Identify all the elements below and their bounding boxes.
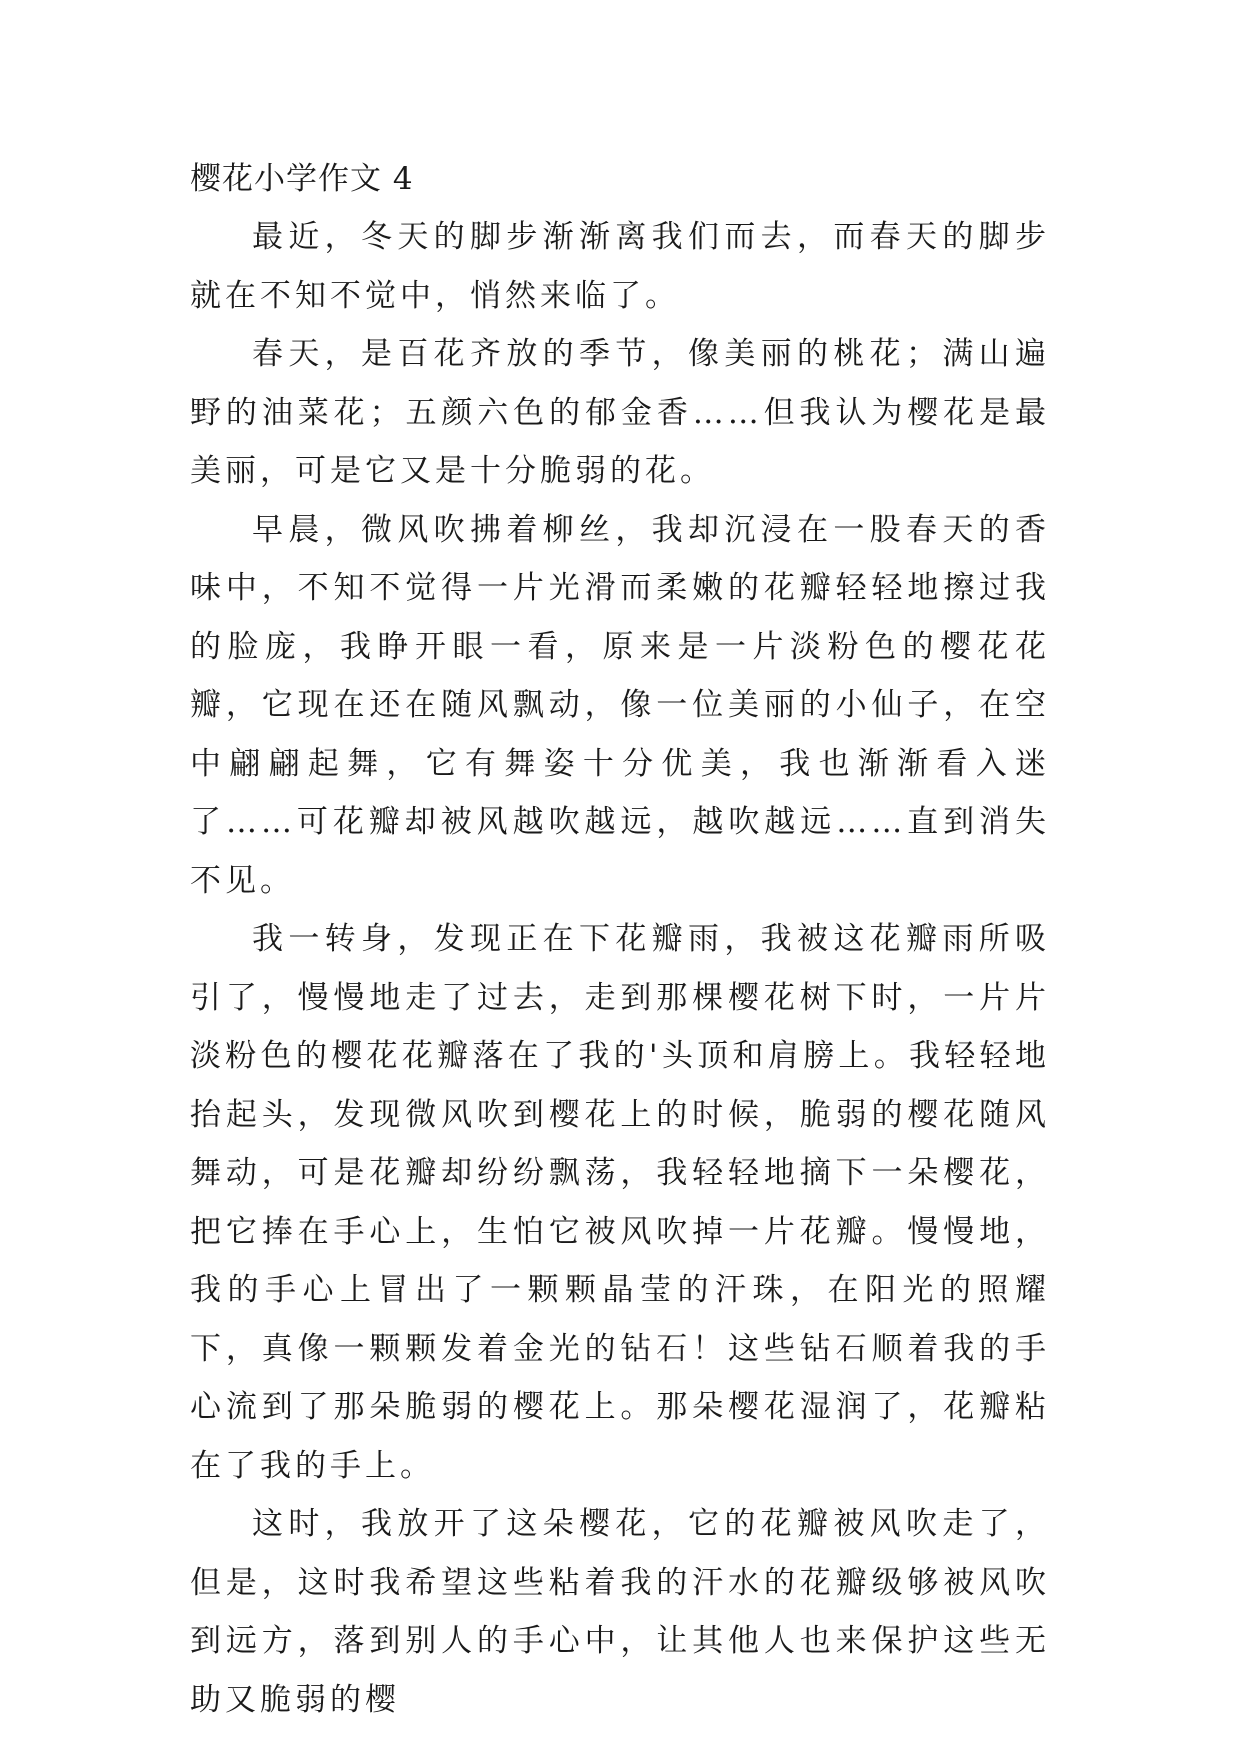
document-title: 樱花小学作文 4 bbox=[190, 161, 414, 197]
paragraph-4: 我一转身，发现正在下花瓣雨，我被这花瓣雨所吸引了，慢慢地走了过去，走到那棵樱花树下时，一片片淡粉色的樱花花瓣落在了我的'头顶和肩膀上。我轻轻地抬起头，发现微风吹到樱花上的时候，脆弱的樱花随风舞动，可是花瓣却纷纷飘荡，我轻轻地摘下一朵樱花，把它捧在手心上，生怕它被风吹掉一片花瓣。慢慢地，我的手心上冒出了一颗颗晶莹的汗珠，在阳光的照耀下，真像一颗颗发着金光的钻石！这些钻石顺着我的手心流到了那朵脆弱的樱花上。那朵樱花湿润了，花瓣粘在了我的手上。 bbox=[190, 921, 1050, 1484]
paragraph-5: 这时，我放开了这朵樱花，它的花瓣被风吹走了，但是，这时我希望这些粘着我的汗水的花瓣级够被风吹到远方，落到别人的手心中，让其他人也来保护这些无助又脆弱的樱 bbox=[190, 1506, 1050, 1718]
paragraph-1: 最近，冬天的脚步渐渐离我们而去，而春天的脚步就在不知不觉中，悄然来临了。 bbox=[190, 219, 1050, 314]
paragraph-3: 早晨，微风吹拂着柳丝，我却沉浸在一股春天的香味中，不知不觉得一片光滑而柔嫩的花瓣轻轻地擦过我的脸庞，我睁开眼一看，原来是一片淡粉色的樱花花瓣，它现在还在随风飘动，像一位美丽的小仙子，在空中翩翩起舞，它有舞姿十分优美，我也渐渐看入迷了……可花瓣却被风越吹越远，越吹越远……直到消失不见。 bbox=[190, 511, 1050, 899]
document-page bbox=[190, 150, 1050, 1729]
paragraph-2: 春天，是百花齐放的季节，像美丽的桃花；满山遍野的油菜花；五颜六色的郁金香……但我认为樱花是最美丽，可是它又是十分脆弱的花。 bbox=[190, 336, 1050, 489]
